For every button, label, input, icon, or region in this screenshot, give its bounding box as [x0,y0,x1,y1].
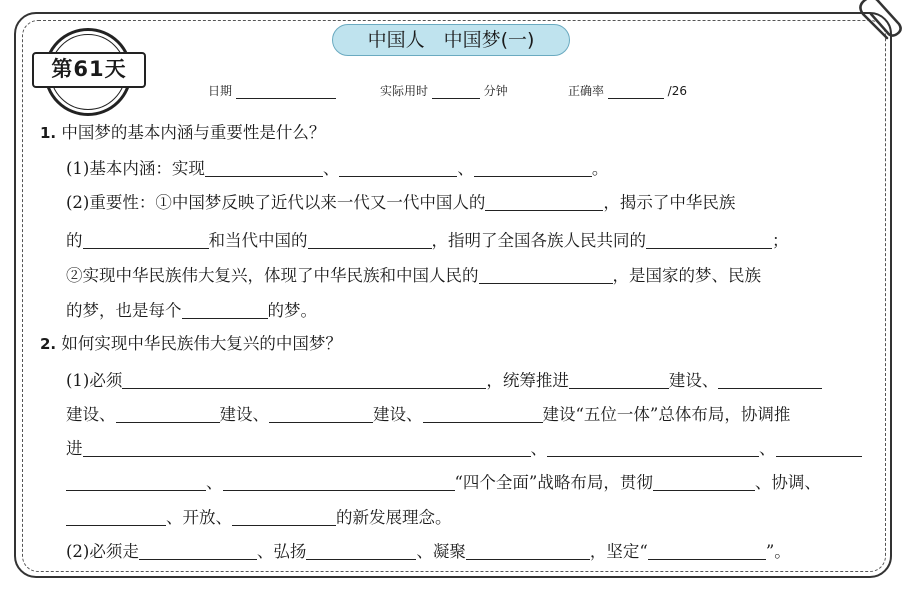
q2-p2-text-c: 、凝聚 [416,542,466,561]
answer-blank[interactable] [182,298,268,319]
q2-question-line [40,330,342,358]
q2-p1-text-a: (1)必须 [66,371,123,390]
paperclip-icon [847,0,907,40]
q1-part2-line2 [66,227,789,255]
answer-blank[interactable] [116,402,220,423]
accuracy-label: 正确率 [568,84,605,98]
q2-p2-text-b: 、弘扬 [256,542,307,561]
q1-p2-text-e: ，指明了全国各族人民共同的 [431,231,646,250]
answer-blank[interactable] [66,505,166,526]
q2-p2-text-d: ，坚定“ [589,542,648,561]
day-label: 第61天 [32,52,146,88]
q2-p1-text-j: 、协调、 [754,473,821,492]
q1-p1-prefix: (1)基本内涵：实现 [66,159,205,178]
q2-part1-line3 [66,435,862,463]
answer-blank[interactable] [479,263,613,284]
q1-question: 中国梦的基本内涵与重要性是什么？ [61,123,326,142]
answer-blank[interactable] [339,156,457,177]
separator: 、 [457,159,474,178]
q1-p2-text-g: ②实现中华民族伟大复兴，体现了中华民族和中国人民的 [66,266,479,285]
q1-p2-text-b: ，揭示了中华民族 [603,193,736,212]
answer-blank[interactable] [83,436,531,457]
q1-part2-line3 [66,262,761,290]
q2-p2-text-a: (2)必须走 [66,542,139,561]
semicolon: ； [772,231,789,250]
answer-blank[interactable] [423,402,543,423]
q2-question: 如何实现中华民族伟大复兴的中国梦？ [61,334,342,353]
answer-blank[interactable] [653,470,755,491]
q2-p1-text-b: ，统筹推进 [486,371,569,390]
q2-number: 2. [40,335,57,353]
answer-blank[interactable] [83,228,209,249]
q2-p1-text-d: 建设、 [66,405,116,424]
q1-part2-line1 [66,189,735,217]
q2-p1-text-h: 进 [66,439,83,458]
q1-p2-text-i: 的梦，也是每个 [66,301,182,320]
q2-part1-line2 [66,401,790,429]
q2-p1-text-k: 、开放、 [166,508,232,527]
date-field [208,82,336,99]
q1-number: 1. [40,124,57,142]
q1-p2-text-a: (2)重要性：①中国梦反映了近代以来一代又一代中国人的 [66,193,486,212]
q2-p1-text-l: 的新发展理念。 [336,508,452,527]
time-field [380,82,508,99]
q1-p2-text-h: ，是国家的梦、民族 [612,266,761,285]
accuracy-blank[interactable] [608,84,664,99]
time-label: 实际用时 [380,84,429,98]
q2-part1-line5 [66,504,452,532]
q2-p2-text-e: ”。 [765,542,791,561]
answer-blank[interactable] [232,505,336,526]
q2-part2-line [66,538,791,566]
answer-blank[interactable] [205,156,323,177]
answer-blank[interactable] [776,436,862,457]
answer-blank[interactable] [569,368,669,389]
q2-p1-text-e: 建设、 [219,405,269,424]
time-unit: 分钟 [483,84,508,98]
q2-p1-text-c: 建设、 [668,371,719,390]
q1-p2-text-c: 的 [66,231,83,250]
answer-blank[interactable] [139,539,257,560]
answer-blank[interactable] [269,402,373,423]
q2-part1-line1 [66,367,822,395]
day-badge [30,28,150,118]
date-blank[interactable] [236,84,336,99]
answer-blank[interactable] [308,228,432,249]
answer-blank[interactable] [485,190,603,211]
answer-blank[interactable] [223,470,455,491]
answer-blank[interactable] [122,368,486,389]
answer-blank[interactable] [474,156,592,177]
page-title: 中国人 中国梦(一) [332,24,570,56]
answer-blank[interactable] [648,539,766,560]
q1-p2-text-j: 的梦。 [267,301,317,320]
time-blank[interactable] [432,84,480,99]
q1-part2-line4 [66,297,317,325]
q1-part1-line [66,155,608,183]
date-label: 日期 [208,84,233,98]
separator: 、 [759,439,776,458]
accuracy-total: /26 [667,84,687,98]
separator: 、 [322,159,340,178]
q2-p1-text-g: 建设“五位一体”总体布局，协调推 [542,405,791,424]
q2-p1-text-i: “四个全面”战略布局，贯彻 [454,473,653,492]
separator: 、 [206,473,223,492]
answer-blank[interactable] [646,228,772,249]
answer-blank[interactable] [718,368,822,389]
separator: 、 [530,439,547,458]
answer-blank[interactable] [66,470,206,491]
q1-p2-text-d: 和当代中国的 [208,231,308,250]
accuracy-field [568,82,687,99]
q2-p1-text-f: 建设、 [373,405,423,424]
answer-blank[interactable] [547,436,759,457]
answer-blank[interactable] [466,539,590,560]
q2-part1-line4 [66,469,821,497]
q1-question-line [40,119,325,147]
period: 。 [591,159,609,178]
answer-blank[interactable] [306,539,416,560]
